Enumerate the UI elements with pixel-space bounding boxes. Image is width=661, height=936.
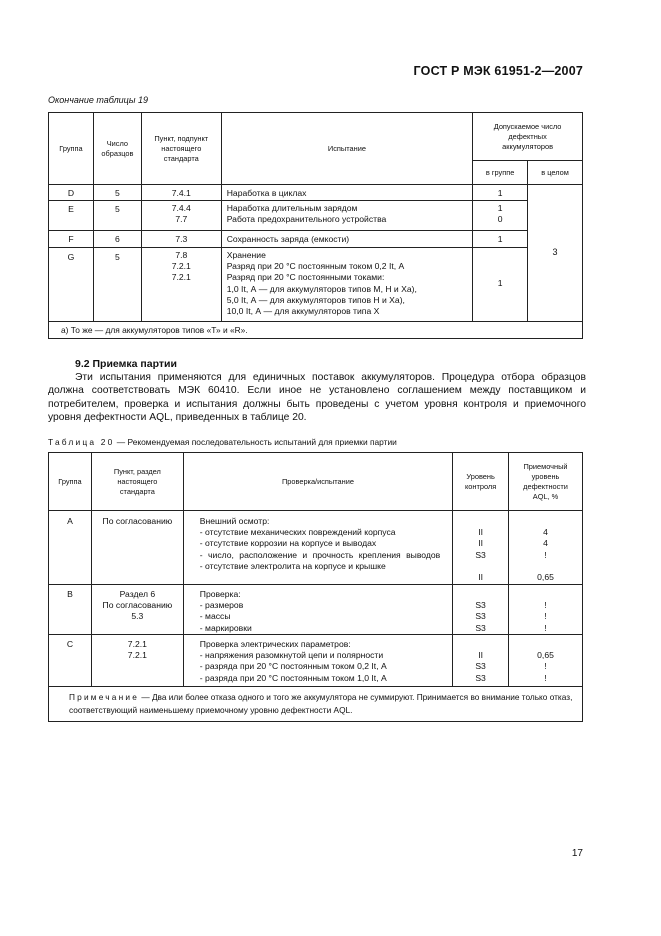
table19-footnote: a) То же — для аккумуляторов типов «Т» и «R». <box>49 322 583 339</box>
table-row: C 7.2.1 7.2.1 Проверка электрических параметров: - напряжения разомкнутой цепи и полярности - разряда при 20 °С постоянным током 0,2 It, А - разряда при 20 °С постоянным током 1,0 It, А II S3 S3 0,65 ! ! <box>49 635 583 687</box>
section-title: 9.2 Приемка партии <box>75 358 177 370</box>
th-allowed: Допускаемое число дефектных аккумуляторов <box>473 113 583 161</box>
th-in-total: в целом <box>528 161 583 185</box>
th-group: Группа <box>49 113 94 185</box>
table19-caption: Окончание таблицы 19 <box>48 95 148 105</box>
th-aql: Приемочный уровень дефектности AQL, % <box>509 453 583 511</box>
table-row: B Раздел 6 По согласованию 5.3 Проверка: - размеров - массы - маркировки S3 S3 S3 ! ! ! <box>49 585 583 635</box>
table20-note: Примечание — Два или более отказа одного и того же аккумулятора не суммируют. Принимается во внимание только отказ, соответствующий наименьшему приемочному уровню дефектности AQL. <box>49 687 583 722</box>
th-in-group: в группе <box>473 161 528 185</box>
document-header: ГОСТ Р МЭК 61951-2—2007 <box>413 64 583 78</box>
page-number: 17 <box>571 848 583 859</box>
section-paragraph: Эти испытания применяются для единичных поставок аккумуляторов. Процедура отбора образцов должна соответствовать МЭК 60410. Если иное не установлено соглашением между поставщиком и потребителем, проверка и испытания должны быть проведены с учетом уровня контроля и приемочного уровня дефектности AQL, приведенных в таблице 20. <box>48 372 586 424</box>
th-test: Испытание <box>221 113 472 185</box>
table-row: D 5 7.4.1 Наработка в циклах 1 3 <box>49 185 583 201</box>
th-clause: Пункт, подпункт настоящего стандарта <box>141 113 221 185</box>
total-defective: 3 <box>528 185 583 322</box>
table-row: F 6 7.3 Сохранность заряда (емкости) 1 <box>49 231 583 248</box>
th-group: Группа <box>49 453 92 511</box>
th-clause: Пункт, раздел настоящего стандарта <box>91 453 183 511</box>
table-row: A По согласованию Внешний осмотр: - отсутствие механических повреждений корпуса - отсутствие коррозии на корпусе и выводах - число, расположение и прочность крепления выводов - отсутствие электролита на корпусе и крышке II II S3 II 4 4 ! 0,65 <box>49 511 583 585</box>
th-samples: Число образцов <box>93 113 141 185</box>
table-20 <box>48 452 583 722</box>
table20-caption: Таблица 20 — Рекомендуемая последовательность испытаний для приемки партии <box>48 437 397 447</box>
table-row: G 5 7.8 7.2.1 7.2.1 Хранение Разряд при 20 °С постоянным током 0,2 It, А Разряд при 20 °С постоянными токами: 1,0 It, А — для аккумуляторов типов М, Н и Xa), 5,0 It, А — для аккумуляторов типов Н и Xa), 10,0 It, А — для аккумуляторов типа X 1 <box>49 248 583 322</box>
table-row: E 5 7.4.4 7.7 Наработка длительным зарядом Работа предохранительного устройства 1 0 <box>49 201 583 231</box>
th-check: Проверка/испытание <box>183 453 452 511</box>
th-level: Уровень контроля <box>453 453 509 511</box>
table-19 <box>48 112 583 339</box>
